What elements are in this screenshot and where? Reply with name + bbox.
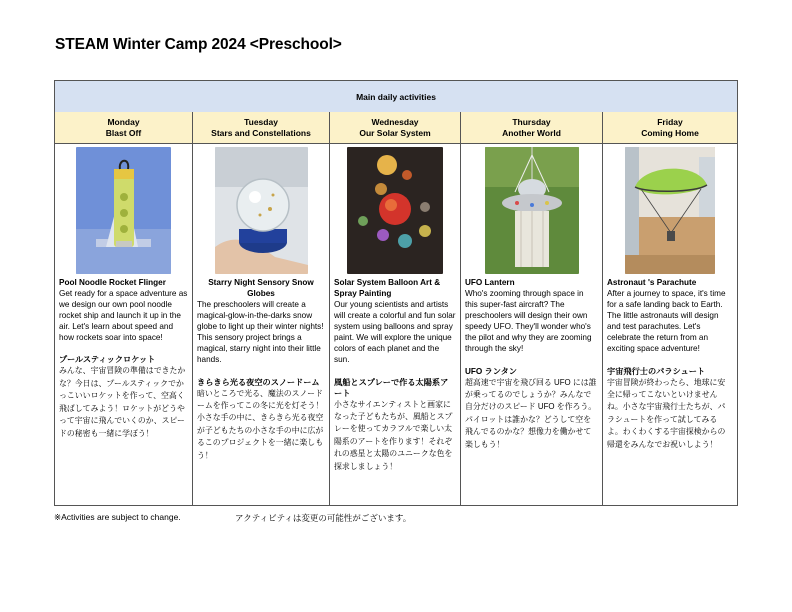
activity-desc-jp: 超高速で宇宙を飛び回る UFO には誰が乗ってるのでしょうか？みんなで自分だけのスピード UFO を作ろう。パイロットは誰かな？どうして空を飛んでるのかな？想像力を働かせて楽しもう！ [465,377,597,449]
day-theme: Stars and Constellations [211,127,311,138]
table-banner: Main daily activities [55,81,737,113]
day-body [461,277,602,451]
activity-title-en: Solar System Balloon Art & Spray Painting [334,278,441,298]
activity-photo-box [193,144,329,277]
activity-photo-box [461,144,602,277]
activity-desc-en: Get ready for a space adventure as we design our own pool noodle rocket ship and launch it up in the air. Let's learn about speed and how rockets soar into space! [59,289,188,343]
activity-title-jp: UFO ランタン [465,366,517,376]
solar-system-art-photo [347,147,443,274]
activity-photo-box [603,144,737,277]
day-column-tuesday [193,112,330,505]
day-body [55,277,192,440]
day-name: Tuesday [244,116,278,127]
activity-photo-box [55,144,192,277]
page-title: STEAM Winter Camp 2024 <Preschool> [55,36,342,53]
activity-desc-jp: みんな、宇宙冒険の準備はできたかな？今日は、プールスティックでかっこいいロケットを作って、空高く飛ばしてみよう！ロケットがどうやって宇宙に飛んでいくのか、スピードの秘密も一緒に学ぼう！ [59,366,186,438]
ufo-lantern-photo [485,147,579,274]
activity-desc-en: After a journey to space, it's time for a safe landing back to Earth. The little astronauts will design and test parachutes. Let's celebrate the return from an exciting space adventure! [607,289,726,354]
activity-title-jp: きらきら光る夜空のスノードーム [197,377,320,387]
day-body [330,277,460,473]
day-column-friday [603,112,737,505]
day-body [193,277,329,462]
day-name: Friday [657,116,683,127]
day-body [603,277,737,451]
activity-photo-box [330,144,460,277]
activity-desc-en: Our young scientists and artists will create a colorful and fun solar system using balloons and spray paint. We will explore the unique colors of each planet and the sun. [334,300,456,365]
day-column-thursday [461,112,603,505]
activity-title-en: Astronaut 's Parachute [607,278,697,287]
activity-title-en: Starry Night Sensory Snow Globes [208,278,314,298]
activity-title-en: Pool Noodle Rocket Flinger [59,278,166,287]
day-column-monday [55,112,193,505]
footer-note-en: ※Activities are subject to change. [54,512,181,522]
activity-title-jp: プールスティックロケット [59,355,156,365]
day-header [330,112,460,144]
day-header [55,112,192,144]
day-theme: Blast Off [105,127,142,138]
day-header [193,112,329,144]
activity-title-jp: 宇宙飛行士のパラシュート [607,366,706,376]
day-name: Monday [107,116,140,127]
day-column-wednesday [330,112,461,505]
day-header [461,112,602,144]
day-theme: Our Solar System [359,127,431,138]
rocket-photo [76,147,171,274]
day-theme: Coming Home [641,127,699,138]
activity-desc-jp: 宇宙冒険が終わったら、地球に安全に帰ってこないといけませんね。小さな宇宙飛行士たちが、パラシュートを作って試してみるよ。わくわくする宇宙探検からの帰還をみんなでお祝いしよう！ [607,377,726,449]
day-header [603,112,737,144]
activity-title-jp: 風船とスプレーで作る太陽系アート [334,377,449,398]
schedule-table [54,80,738,506]
footer-note-jp: アクティビティは変更の可能性がございます。 [235,513,412,523]
snow-globe-photo [215,147,308,274]
activity-desc-en: The preschoolers will create a magical-glow-in-the-darks snow globe to light up their winter nights! This sensory project brings a magical, starry night into their little hands. [197,300,324,365]
activity-desc-en: Who's zooming through space in this super-fast aircraft? The preschoolers will design their own speedy UFO. They'll wonder who's the pilot and why they are zooming through the sky! [465,289,592,354]
day-name: Wednesday [371,116,419,127]
day-theme: Another World [502,127,561,138]
day-name: Thursday [512,116,551,127]
parachute-photo [625,147,715,274]
activity-desc-jp: 暗いところで光る、魔法のスノードームを作ってこの冬に光を灯そう！小さな手の中に、きらきら光る夜空が子どもたちの小さな手の中に広がるこのプロジェクトを一緒に楽しもう！ [197,388,324,460]
activity-title-en: UFO Lantern [465,278,515,287]
activity-desc-jp: 小さなサイエンティストと画家になった子どもたちが、風船とスプレーを使ってカラフルで楽しい太陽系のアートを作ります！それぞれの惑星と太陽のユニークな色を探求しましょう！ [334,399,453,471]
